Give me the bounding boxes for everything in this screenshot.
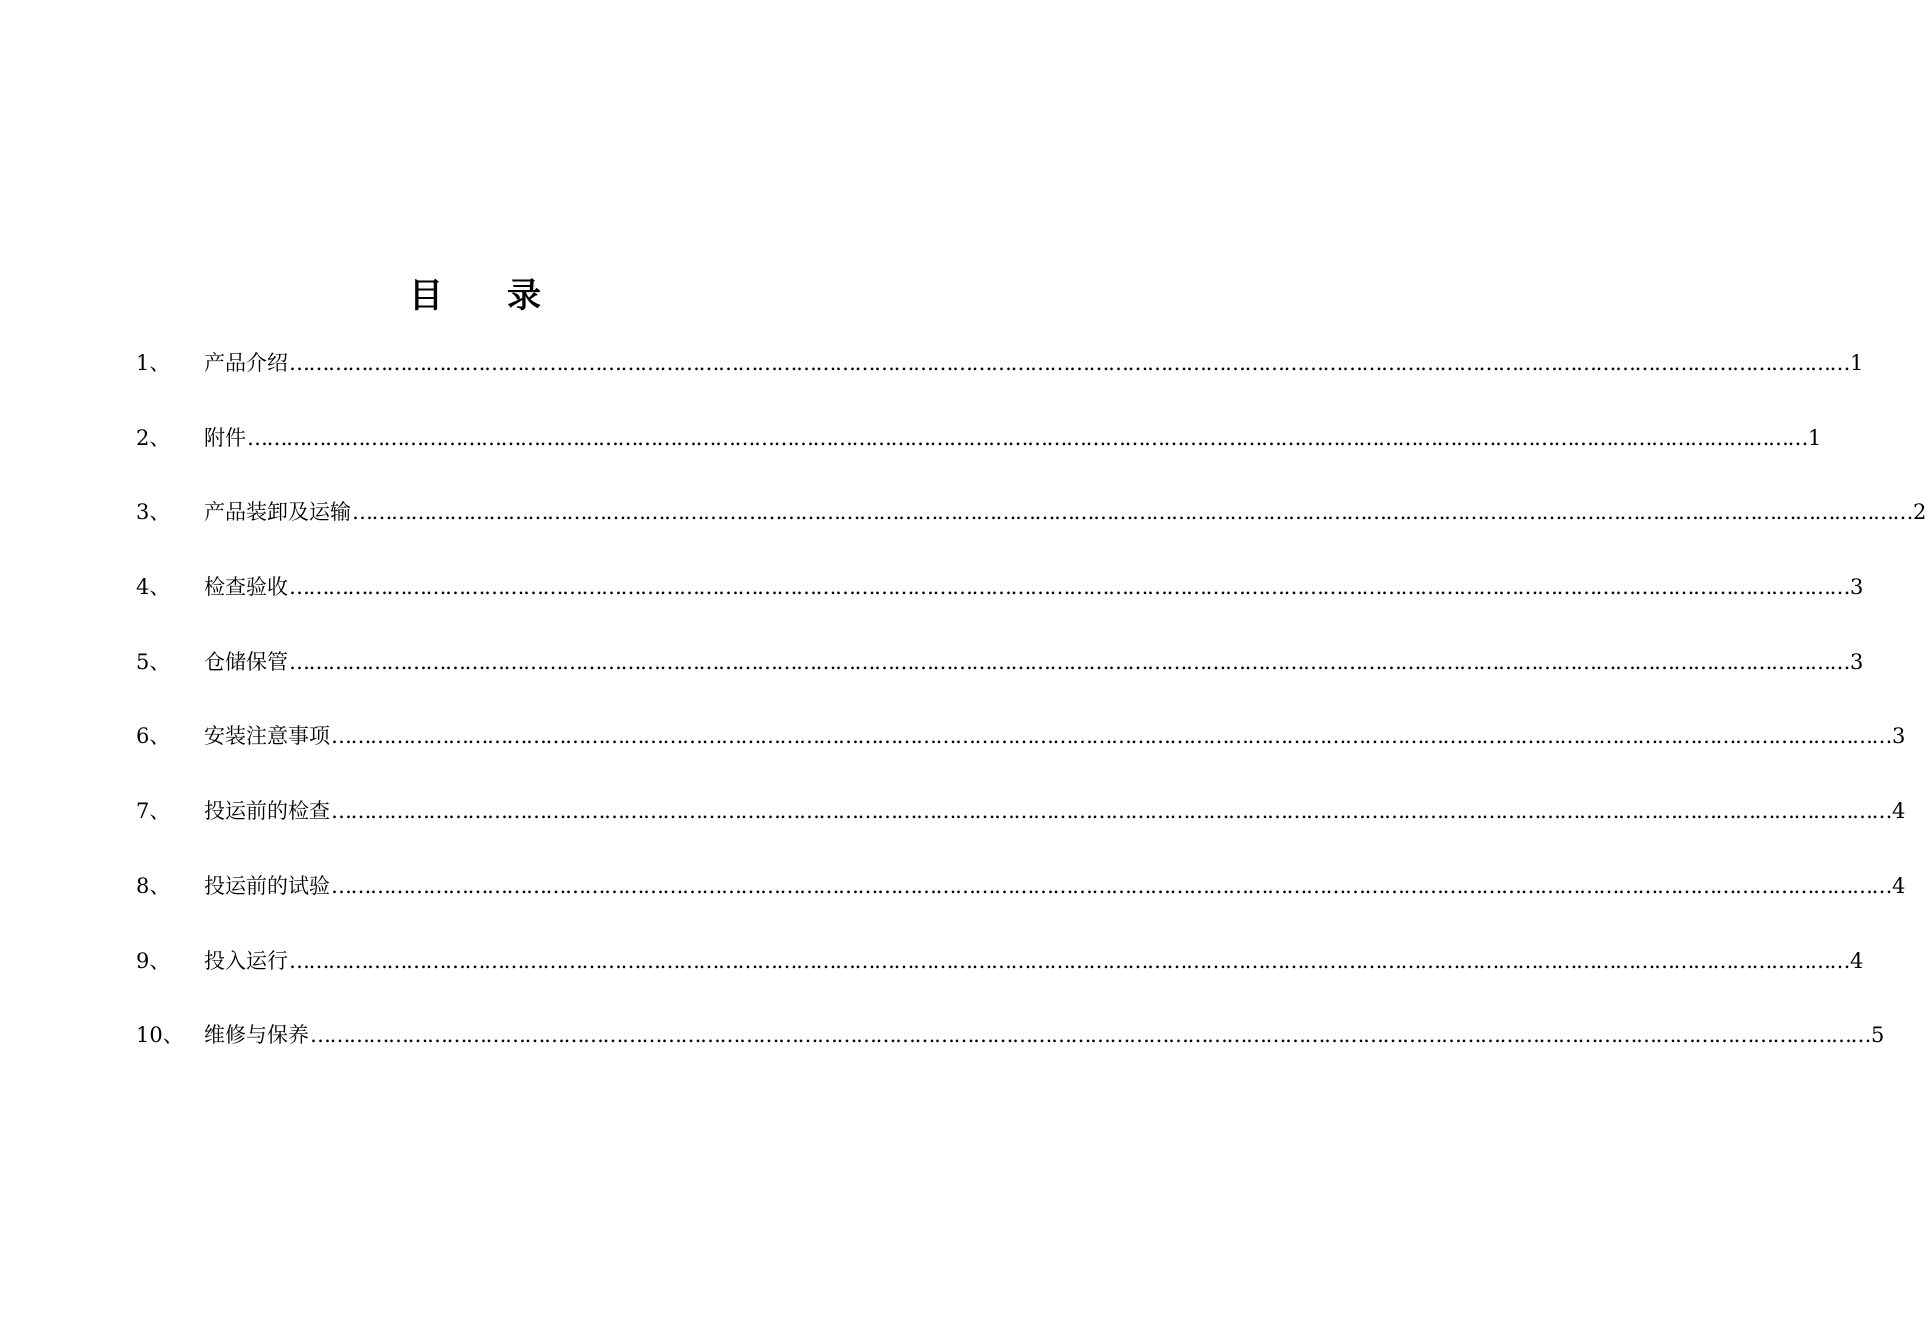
toc-entry-title: 投运前的试验 (204, 873, 330, 898)
toc-title-left: 目 (409, 276, 443, 316)
toc-entry-page: 2 (1913, 500, 1926, 525)
toc-entry-title: 仓储保管 (204, 649, 288, 674)
toc-entry[interactable] (136, 640, 1864, 715)
toc-entry-page: 1 (1808, 425, 1822, 450)
toc-entry-page: 4 (1850, 948, 1864, 973)
toc-leader-dots: …………………………………………………………………………………………………………………………………………………………………………………………………………………… (289, 649, 1849, 674)
toc-entry-number: 5、 (136, 649, 171, 674)
toc-entry-title: 产品介绍 (204, 351, 288, 375)
toc-entry-title: 安装注意事项 (204, 724, 330, 749)
toc-entry-number: 4、 (136, 575, 171, 600)
toc-entry-title: 维修与保养 (204, 1023, 309, 1048)
toc-title-right: 录 (507, 276, 541, 316)
toc-entry-number: 1、 (136, 351, 171, 375)
toc-entry[interactable] (136, 1013, 1885, 1088)
toc-entry-title: 产品装卸及运输 (204, 500, 351, 525)
toc-entry-number: 2、 (136, 425, 171, 450)
toc-entry-page: 3 (1850, 649, 1864, 674)
toc-entry-page: 4 (1892, 799, 1906, 824)
toc-entry[interactable] (136, 714, 1906, 789)
toc-leader-dots: …………………………………………………………………………………………………………………………………………………………………………………………………………………… (331, 724, 1891, 749)
toc-entry-number: 9、 (136, 948, 171, 973)
toc-entry-page: 3 (1850, 575, 1864, 600)
toc-entry-number: 8、 (136, 873, 171, 898)
toc-leader-dots: …………………………………………………………………………………………………………………………………………………………………………………………………………………… (331, 799, 1891, 824)
toc-entry[interactable] (136, 416, 1822, 491)
toc-entry-number: 10、 (136, 1023, 184, 1048)
toc-entry[interactable] (136, 341, 1864, 416)
toc-entry-number: 6、 (136, 724, 171, 749)
toc-entry-number: 7、 (136, 799, 171, 824)
toc-leader-dots: …………………………………………………………………………………………………………………………………………………………………………………………………………………… (247, 425, 1807, 450)
toc-entry[interactable] (136, 565, 1864, 640)
toc-entry[interactable] (136, 490, 1926, 565)
toc-entry-number: 3、 (136, 500, 171, 525)
toc-list (136, 341, 1926, 1088)
toc-entry[interactable] (136, 789, 1906, 864)
toc-entry-page: 4 (1892, 873, 1906, 898)
toc-title (0, 268, 950, 317)
toc-leader-dots: …………………………………………………………………………………………………………………………………………………………………………………………………………………… (289, 351, 1849, 375)
toc-entry-page: 1 (1850, 351, 1864, 375)
toc-entry[interactable] (136, 864, 1906, 939)
toc-leader-dots: …………………………………………………………………………………………………………………………………………………………………………………………………………………… (289, 575, 1849, 600)
toc-leader-dots: …………………………………………………………………………………………………………………………………………………………………………………………………………………… (289, 948, 1849, 973)
toc-leader-dots: …………………………………………………………………………………………………………………………………………………………………………………………………………………… (310, 1023, 1870, 1048)
toc-entry-title: 检查验收 (204, 575, 288, 600)
toc-leader-dots: …………………………………………………………………………………………………………………………………………………………………………………………………………………… (352, 500, 1912, 525)
toc-entry-page: 5 (1871, 1023, 1885, 1048)
toc-entry[interactable] (136, 939, 1864, 1014)
toc-entry-title: 投入运行 (204, 948, 288, 973)
toc-leader-dots: …………………………………………………………………………………………………………………………………………………………………………………………………………………… (331, 873, 1891, 898)
toc-entry-title: 附件 (204, 425, 246, 450)
toc-entry-page: 3 (1892, 724, 1906, 749)
toc-entry-title: 投运前的检查 (204, 799, 330, 824)
